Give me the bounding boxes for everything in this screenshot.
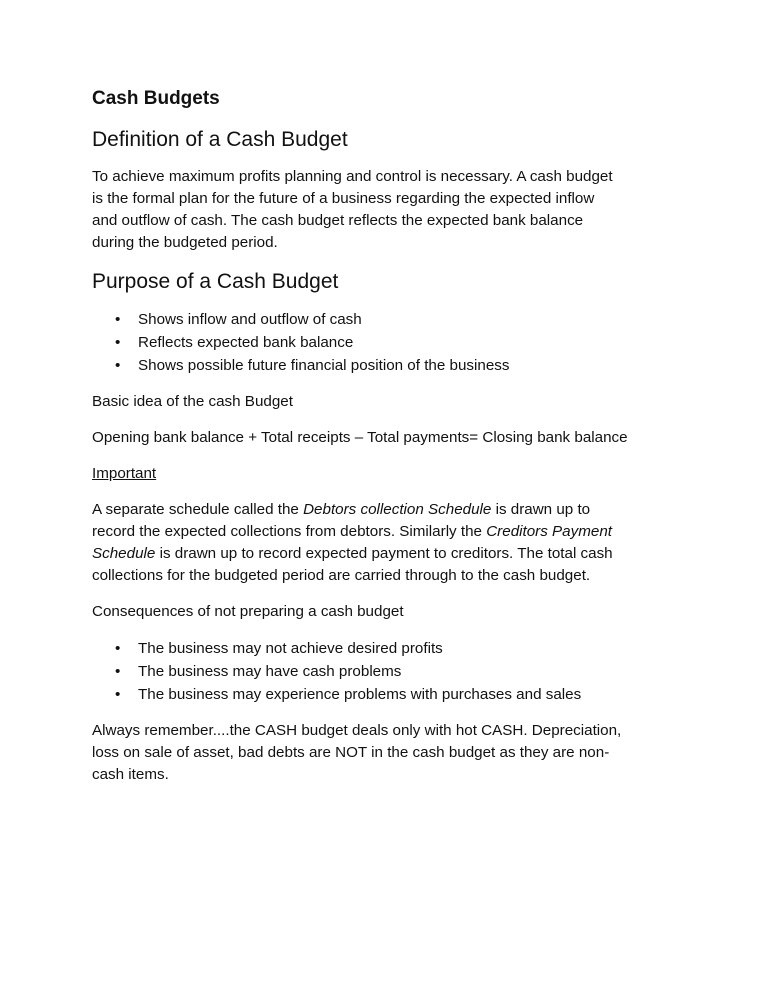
definition-line: during the budgeted period. xyxy=(92,234,278,251)
list-item: • The business may have cash problems xyxy=(138,660,692,683)
definition-heading: Definition of a Cash Budget xyxy=(92,128,348,151)
list-item: • The business may not achieve desired profits xyxy=(138,637,692,660)
important-paragraph: A separate schedule called the Debtors collection Schedule is drawn up to record the expected collections from debtors. Similarly the Creditors Payment Schedule is drawn up to record expected payment to creditors. The total cash collections for the budgeted period are carried through to the cash budget. xyxy=(92,501,613,584)
bullet-icon: • xyxy=(115,357,121,374)
important-label: Important xyxy=(92,465,157,482)
debtors-schedule-term: Debtors collection Schedule xyxy=(303,501,492,518)
bullet-icon: • xyxy=(115,640,121,657)
bullet-icon: • xyxy=(115,663,121,680)
basic-idea-label: Basic idea of the cash Budget xyxy=(92,393,293,410)
definition-paragraph xyxy=(92,166,692,254)
consequences-label: Consequences of not preparing a cash budget xyxy=(92,603,404,620)
document-title: Cash Budgets xyxy=(92,88,220,109)
bullet-icon: • xyxy=(115,311,121,328)
list-item: • The business may experience problems with purchases and sales xyxy=(138,683,692,706)
bullet-icon: • xyxy=(115,334,121,351)
consequences-list xyxy=(92,637,692,706)
list-item: • Shows possible future financial position of the business xyxy=(138,354,692,377)
definition-line: and outflow of cash. The cash budget reflects the expected bank balance xyxy=(92,212,584,229)
document-page xyxy=(92,86,692,800)
list-item: • Reflects expected bank balance xyxy=(138,331,692,354)
basic-idea-formula: Opening bank balance + Total receipts – Total payments= Closing bank balance xyxy=(92,429,628,446)
list-item: • Shows inflow and outflow of cash xyxy=(138,308,692,331)
definition-line: To achieve maximum profits planning and control is necessary. A cash budget xyxy=(92,168,613,185)
purpose-list xyxy=(92,308,692,377)
purpose-heading: Purpose of a Cash Budget xyxy=(92,270,339,293)
creditors-schedule-term: Creditors Payment xyxy=(486,523,612,540)
remember-paragraph: Always remember....the CASH budget deals only with hot CASH. Depreciation, loss on sale of asset, bad debts are NOT in the cash budget as they are non- cash items. xyxy=(92,722,622,783)
bullet-icon: • xyxy=(115,686,121,703)
definition-line: is the formal plan for the future of a business regarding the expected inflow xyxy=(92,190,595,207)
